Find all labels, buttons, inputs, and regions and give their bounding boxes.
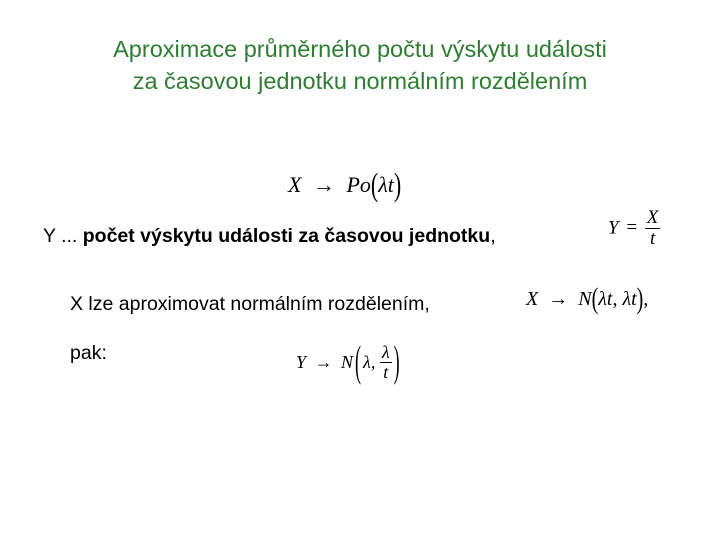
fraction-x-over-t (645, 208, 661, 249)
poisson-formula (288, 165, 402, 203)
approximation-line: X lze aproximovat normálním rozdělením, (70, 293, 430, 315)
formula-variable-y: Y (296, 351, 307, 372)
mean-parameter: λt (598, 288, 613, 310)
left-paren: ( (591, 282, 599, 316)
title-line-1: Aproximace průměrného počtu výskytu události (113, 36, 607, 62)
fraction-numerator: X (646, 207, 659, 228)
mean-parameter: λ, (363, 351, 376, 372)
distribution-n: N (341, 351, 354, 372)
definition-bold-text: počet výskytu události za časovou jednotku (82, 225, 491, 247)
title-line-2: za časovou jednotku normálním rozdělením (132, 68, 588, 94)
arrow-icon: → (312, 172, 335, 197)
fraction-lambda-over-t (380, 343, 392, 382)
distribution-po: Po (346, 172, 371, 197)
definition-line-y (43, 225, 496, 248)
definition-suffix: , (490, 225, 496, 247)
fraction-numerator: λ (381, 342, 390, 362)
equals-sign: = (626, 217, 638, 239)
arrow-icon: → (314, 351, 333, 372)
y-definition-formula (608, 208, 660, 249)
left-paren: ( (355, 337, 362, 386)
definition-prefix: Y ... (43, 225, 83, 247)
right-paren: ) (636, 282, 644, 316)
slide-title (0, 33, 720, 97)
right-paren: ) (393, 337, 400, 386)
fraction-denominator: t (645, 228, 661, 249)
distribution-n: N (578, 288, 592, 310)
lambda-symbol: λ (378, 172, 388, 197)
fraction-denominator: t (380, 362, 392, 382)
normal-approx-formula (526, 282, 649, 316)
formula-variable-x: X (526, 288, 539, 310)
left-paren: ( (370, 165, 379, 203)
right-paren: ) (393, 165, 402, 203)
arrow-icon: → (548, 288, 569, 310)
variance-parameter: λt (622, 288, 637, 310)
y-normal-formula (296, 337, 402, 386)
formula-variable-x: X (288, 172, 302, 197)
conclusion-label: pak: (70, 342, 107, 364)
formula-variable-y: Y (608, 217, 619, 239)
time-variable: t (387, 172, 394, 197)
parameter-separator: , (612, 288, 618, 310)
trailing-comma: , (643, 288, 649, 310)
